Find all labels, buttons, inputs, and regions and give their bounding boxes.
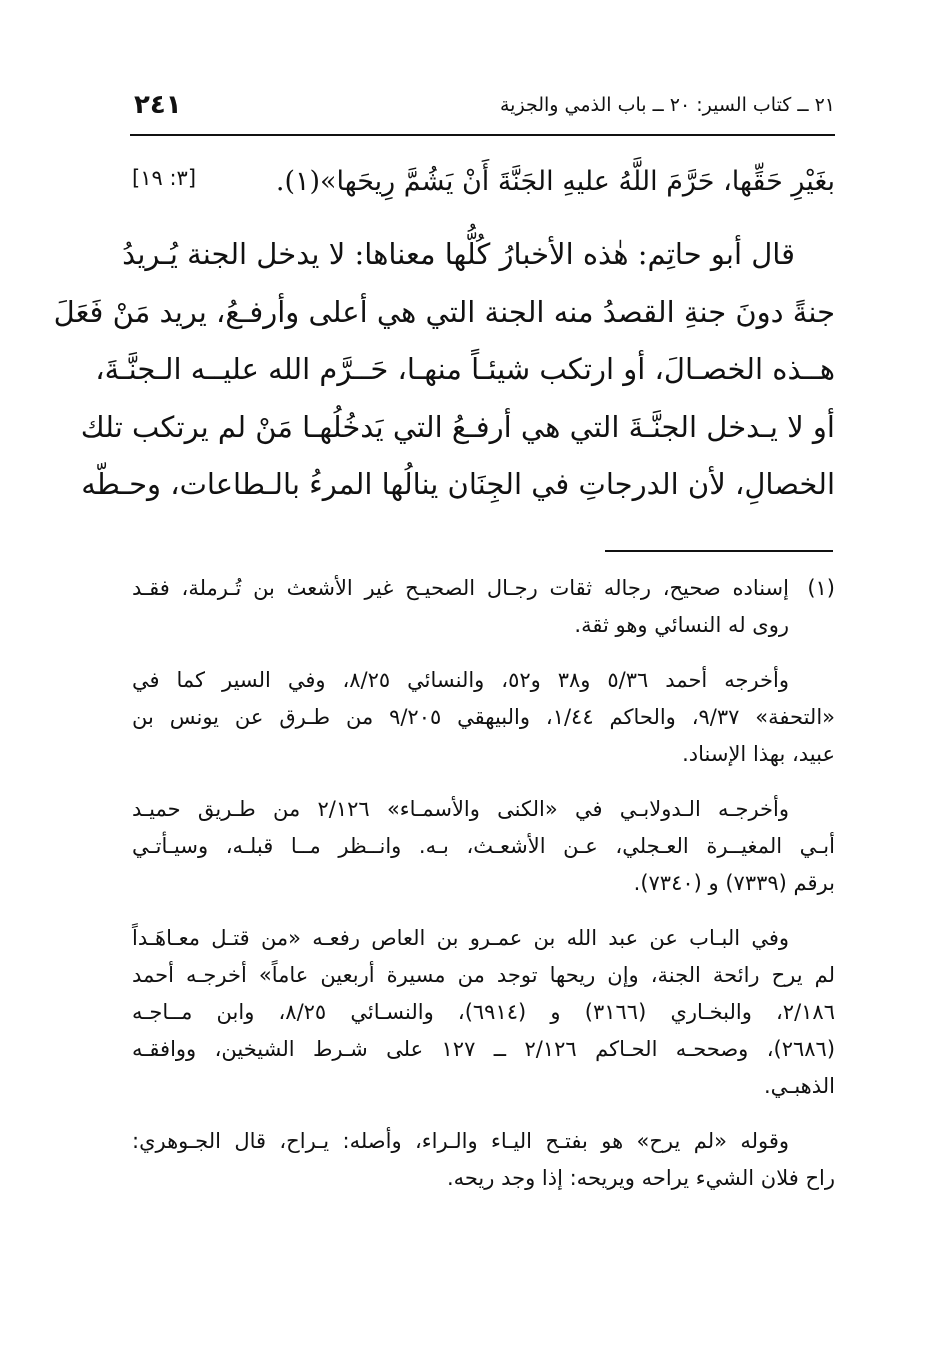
footnote-paragraph xyxy=(132,1123,835,1197)
commentary-paragraph xyxy=(53,226,835,514)
running-title: ٢١ ــ كتاب السير: ٢٠ ــ باب الذمي والجزية xyxy=(499,94,835,116)
footnote-line: عبيد، بهذا الإسناد. xyxy=(682,742,835,766)
hadith-reference: [٣: ١٩] xyxy=(132,166,197,190)
footnote-paragraph xyxy=(132,662,835,773)
page-header xyxy=(130,90,835,130)
commentary-line: الخصالِ، لأن الدرجاتِ في الجِنَان ينالُها المرءُ بالـطاعات، وحـطّه xyxy=(81,467,835,501)
footnotes xyxy=(132,570,835,1215)
footnote-line: أبـي المغيــرة العـجلي، عـن الأشعـث، بـه. وانــظر مــا قبلـه، وسيـأتـي xyxy=(132,834,835,858)
footnote-line: (٢٦٨٦)، وصححـه الحـاكم ٢/١٢٦ ــ ١٢٧ على شـرط الشيخين، ووافقـه xyxy=(132,1037,836,1061)
footnote-line: لم يرح رائحة الجنة، وإن ريحها توجد من مسيرة أربعين عاماً» أخرجـه أحمد xyxy=(132,963,835,987)
page-number: ٢٤١ xyxy=(134,90,182,120)
commentary-line: جنةً دونَ جنةِ القصدُ منه الجنة التي هي أعلى وأرفـعُ، يريد مَنْ فَعَلَ xyxy=(53,294,835,329)
footnote-line: وأخرجه أحمد ٥/٣٦ و٣٨ و٥٢، والنسائي ٨/٢٥، وفي السير كما في xyxy=(132,668,789,692)
commentary-line: أو لا يـدخل الجنَّـةَ التي هي أرفـعُ التي يَدخُلُهـا مَنْ لم يرتكب تلك xyxy=(80,409,835,444)
footnote-line: راح فلان الشيء يراحه ويريحه: إذا وجد ريحه. xyxy=(446,1166,835,1190)
footnote-line: وأخرجـه الـدولابـي في «الكنى والأسمـاء» ٢/١٢٦ من طـريق حميـد xyxy=(132,797,789,821)
footnote-line: الذهبـي. xyxy=(764,1074,835,1098)
footnote-line: وقوله «لم يرح» هو بفتـح اليـاء والـراء، وأصله: يـراح، قال الجـوهري: xyxy=(132,1129,789,1153)
footnote-line: «التحفة» ٩/٣٧، والحاكم ١/٤٤، والبيهقي ٩/٢٠٥ من طـرق عن يونس بن xyxy=(132,705,835,729)
footnote-line: ٢/١٨٦، والبخـاري (٣١٦٦) و (٦٩١٤)، والنسـائي ٨/٢٥، وابن مــاجـه xyxy=(132,1000,835,1024)
hadith-ending xyxy=(130,160,835,208)
hadith-text: بغَيْرِ حَقِّها، حَرَّمَ اللَّهُ عليهِ الجَنَّةَ أَنْ يَشُمَّ رِيحَها»(١). xyxy=(275,166,835,197)
commentary-line: قال أبو حاتِم: هٰذه الأخبارُ كُلُّها معناها: لا يدخل الجنة يُـريدُ xyxy=(122,237,795,271)
footnote-paragraph xyxy=(132,791,835,902)
footnote-line: وفي البـاب عن عبد الله بن عمـرو بن العاص رفعـه «من قتـل معـاهَـداً xyxy=(132,926,789,950)
footnote-line: (١)إسناده صحيح، رجاله ثقات رجـال الصحيـح غير الأشعث بن تُـرملة، فقـد xyxy=(132,570,835,607)
footnote-line: روى له النسائي وهو ثقة. xyxy=(574,613,789,637)
commentary-line: هــذه الخصـالَ، أو ارتكب شيئـاً منهـا، حَــرَّم الله عليــه الـجنَّـةَ، xyxy=(95,352,835,386)
header-rule xyxy=(130,134,835,136)
footnote-paragraph xyxy=(132,920,835,1105)
footnote-number: (١) xyxy=(807,576,835,600)
footnote-line: برقم (٧٣٣٩) و (٧٣٤٠). xyxy=(633,871,835,895)
footnote-separator xyxy=(605,550,833,552)
footnote-1 xyxy=(132,570,835,644)
